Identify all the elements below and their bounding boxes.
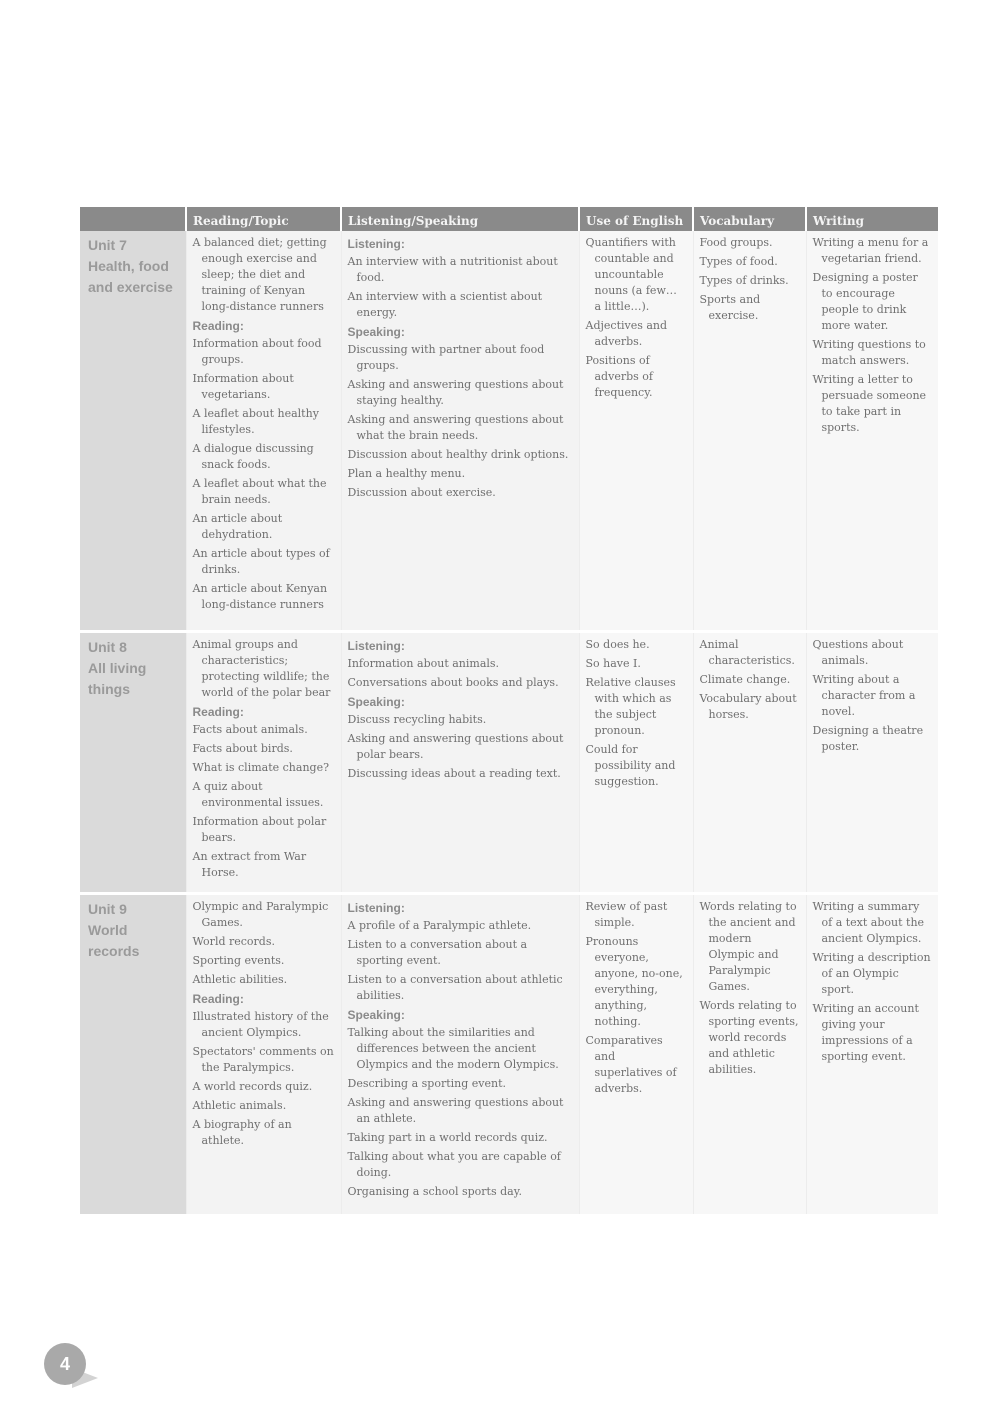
header-use-of-english: Use of English — [579, 207, 693, 231]
unit-title: Health, food and exercise — [88, 258, 173, 295]
list-item: Writing a menu for a vegetarian friend. — [812, 236, 929, 265]
reading-topic-cell — [186, 631, 341, 893]
list-item: Describing a sporting event. — [347, 1076, 507, 1090]
list-item: A quiz about environmental issues. — [192, 779, 324, 809]
list-item: Writing about a character from a novel. — [812, 672, 916, 718]
listening-speaking-cell — [341, 631, 579, 893]
list-item: Information about vegetarians. — [192, 372, 294, 401]
list-item: Writing a description of an Olympic sport. — [812, 950, 931, 996]
list-item: Asking and answering questions about polar bears. — [347, 731, 564, 761]
section-subheading: Reading: — [192, 704, 244, 719]
unit-row — [80, 231, 938, 631]
list-item: A profile of a Paralympic athlete. — [347, 918, 532, 932]
writing-cell — [806, 231, 938, 631]
list-item: Asking and answering questions about what the brain needs. — [347, 413, 564, 442]
header-reading-topic: Reading/Topic — [186, 207, 341, 231]
list-item: An article about types of drinks. — [192, 547, 330, 576]
list-item: Positions of adverbs of frequency. — [585, 354, 653, 399]
list-item: Food groups. — [699, 236, 773, 249]
reading-topic-cell — [186, 893, 341, 1215]
list-item: Designing a theatre poster. — [812, 723, 924, 753]
list-item: Discussing ideas about a reading text. — [347, 766, 561, 780]
list-item: Writing a letter to persuade someone to take part in sports. — [812, 373, 927, 434]
page-number: 4 — [44, 1343, 86, 1385]
list-item: Information about polar bears. — [192, 814, 327, 844]
list-item: Athletic abilities. — [192, 972, 288, 986]
list-item: What is climate change? — [192, 760, 329, 774]
list-item: Sporting events. — [192, 953, 285, 967]
reading-topic-cell — [186, 231, 341, 631]
vocabulary-cell — [693, 893, 806, 1215]
section-subheading: Speaking: — [347, 694, 405, 709]
unit-heading-cell — [80, 893, 186, 1215]
list-item: A balanced diet; getting enough exercise and sleep; the diet and training of Kenyan long-distance runners — [192, 236, 327, 313]
list-item: Facts about animals. — [192, 722, 308, 736]
list-item: Types of food. — [699, 255, 778, 268]
list-item: A dialogue discussing snack foods. — [192, 442, 314, 471]
list-item: Types of drinks. — [699, 274, 789, 287]
listening-speaking-cell — [341, 893, 579, 1215]
list-item: Writing an account giving your impressions of a sporting event. — [812, 1001, 919, 1063]
list-item: So have I. — [585, 656, 641, 670]
header-vocabulary: Vocabulary — [693, 207, 806, 231]
vocabulary-cell — [693, 631, 806, 893]
list-item: Animal characteristics. — [699, 637, 795, 667]
list-item: Could for possibility and suggestion. — [585, 742, 676, 788]
unit-row — [80, 631, 938, 893]
list-item: Discuss recycling habits. — [347, 712, 487, 726]
list-item: Asking and answering questions about an athlete. — [347, 1095, 564, 1125]
header-listening-speaking: Listening/Speaking — [341, 207, 579, 231]
unit-title: All living things — [88, 659, 147, 697]
list-item: World records. — [192, 934, 275, 948]
list-item: Spectators' comments on the Paralympics. — [192, 1044, 334, 1074]
list-item: Writing questions to match answers. — [812, 338, 926, 367]
list-item: Quantifiers with countable and uncountable nouns (a few… a little…). — [585, 236, 677, 313]
unit-rows — [80, 231, 938, 1215]
list-item: An interview with a scientist about energy. — [347, 290, 543, 319]
list-item: A leaflet about what the brain needs. — [192, 477, 327, 506]
section-subheading: Listening: — [347, 900, 405, 915]
scope-and-sequence-table — [80, 207, 938, 1217]
list-item: Listen to a conversation about athletic abilities. — [347, 972, 563, 1002]
list-item: Words relating to sporting events, world records and athletic abilities. — [699, 998, 799, 1076]
unit-heading-cell — [80, 231, 186, 631]
list-item: Asking and answering questions about staying healthy. — [347, 378, 564, 407]
list-item: Adjectives and adverbs. — [585, 319, 668, 348]
list-item: Writing a summary of a text about the ancient Olympics. — [812, 899, 925, 945]
list-item: Review of past simple. — [585, 899, 668, 929]
list-item: Athletic animals. — [192, 1098, 287, 1112]
list-item: Words relating to the ancient and modern Olympic and Paralympic Games. — [699, 899, 797, 993]
list-item: An article about Kenyan long-distance runners — [192, 582, 328, 611]
list-item: An article about dehydration. — [192, 512, 283, 541]
use-of-english-cell — [579, 893, 693, 1215]
writing-cell — [806, 893, 938, 1215]
header-blank — [80, 207, 186, 231]
list-item: An interview with a nutritionist about food. — [347, 255, 558, 284]
table-header — [80, 207, 938, 231]
section-subheading: Reading: — [192, 319, 244, 333]
list-item: An extract from War Horse. — [192, 849, 307, 879]
list-item: So does he. — [585, 637, 650, 651]
list-item: Facts about birds. — [192, 741, 293, 755]
list-item: Olympic and Paralympic Games. — [192, 899, 329, 929]
list-item: Organising a school sports day. — [347, 1184, 522, 1198]
section-subheading: Speaking: — [347, 1007, 405, 1022]
list-item: Relative clauses with which as the subject pronoun. — [585, 675, 676, 737]
list-item: Vocabulary about horses. — [699, 691, 797, 721]
list-item: Listen to a conversation about a sporting event. — [347, 937, 528, 967]
list-item: Questions about animals. — [812, 637, 904, 667]
list-item: Talking about the similarities and differences between the ancient Olympics and the modern Olympics. — [347, 1025, 559, 1071]
list-item: Discussion about healthy drink options. — [347, 448, 569, 461]
unit-label: Unit 8 — [88, 638, 127, 655]
unit-row — [80, 893, 938, 1215]
unit-heading-cell — [80, 631, 186, 893]
list-item: A biography of an athlete. — [192, 1117, 292, 1147]
unit-title: World records — [88, 921, 140, 959]
list-item: Information about animals. — [347, 656, 500, 670]
list-item: Plan a healthy menu. — [347, 467, 466, 480]
list-item: Information about food groups. — [192, 337, 322, 366]
unit-label: Unit 9 — [88, 900, 127, 917]
list-item: A leaflet about healthy lifestyles. — [192, 407, 319, 436]
section-subheading: Speaking: — [347, 325, 405, 339]
writing-cell — [806, 631, 938, 893]
list-item: Conversations about books and plays. — [347, 675, 559, 689]
list-item: Discussion about exercise. — [347, 486, 496, 499]
section-subheading: Reading: — [192, 991, 244, 1006]
list-item: A world records quiz. — [192, 1079, 313, 1093]
list-item: Illustrated history of the ancient Olympics. — [192, 1009, 329, 1039]
section-subheading: Listening: — [347, 237, 405, 251]
list-item: Comparatives and superlatives of adverbs. — [585, 1033, 677, 1095]
vocabulary-cell — [693, 231, 806, 631]
section-subheading: Listening: — [347, 638, 405, 653]
listening-speaking-cell — [341, 231, 579, 631]
list-item: Talking about what you are capable of doing. — [347, 1149, 561, 1179]
unit-label: Unit 7 — [88, 237, 127, 253]
list-item: Taking part in a world records quiz. — [347, 1130, 548, 1144]
list-item: Discussing with partner about food groups. — [347, 343, 545, 372]
list-item: Sports and exercise. — [699, 293, 761, 322]
list-item: Climate change. — [699, 672, 791, 686]
list-item: Pronouns everyone, anyone, no-one, everything, anything, nothing. — [585, 934, 683, 1028]
use-of-english-cell — [579, 231, 693, 631]
list-item: Animal groups and characteristics; protecting wildlife; the world of the polar bear — [192, 637, 331, 699]
use-of-english-cell — [579, 631, 693, 893]
header-writing: Writing — [806, 207, 938, 231]
list-item: Designing a poster to encourage people to drink more water. — [812, 271, 918, 332]
